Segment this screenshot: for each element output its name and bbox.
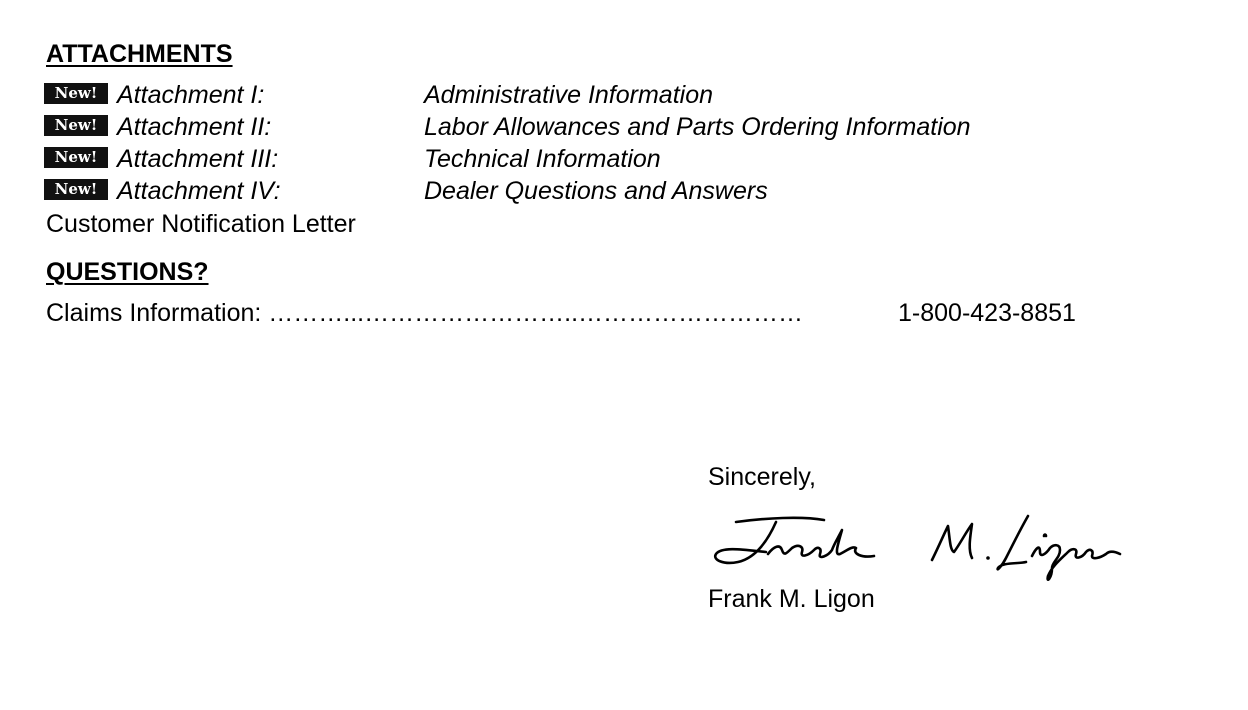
claims-phone-number: 1-800-423-8851 [898,299,1076,327]
attachment-description: Dealer Questions and Answers [424,177,768,205]
attachment-description: Labor Allowances and Parts Ordering Information [424,113,971,141]
questions-heading: QUESTIONS? [46,258,209,286]
attachment-row [44,144,1144,174]
attachment-description: Technical Information [424,145,661,173]
attachment-row [44,80,1144,110]
attachment-description: Administrative Information [424,81,714,109]
attachment-label: Attachment I: [117,81,265,109]
attachment-label: Attachment II: [117,113,272,141]
handwritten-signature [706,510,1156,595]
new-badge: New! [44,147,108,168]
attachments-heading: ATTACHMENTS [46,40,233,68]
attachment-label: Attachment III: [117,145,279,173]
attachment-row [44,112,1144,142]
new-badge: New! [44,179,108,200]
salutation: Sincerely, [708,463,816,491]
signer-name: Frank M. Ligon [708,585,875,613]
attachment-row [44,176,1144,206]
customer-notification-letter: Customer Notification Letter [46,210,356,238]
new-badge: New! [44,83,108,104]
claims-information-label: Claims Information: ………...……………………..……………………… [46,299,804,327]
new-badge: New! [44,115,108,136]
attachment-label: Attachment IV: [117,177,281,205]
